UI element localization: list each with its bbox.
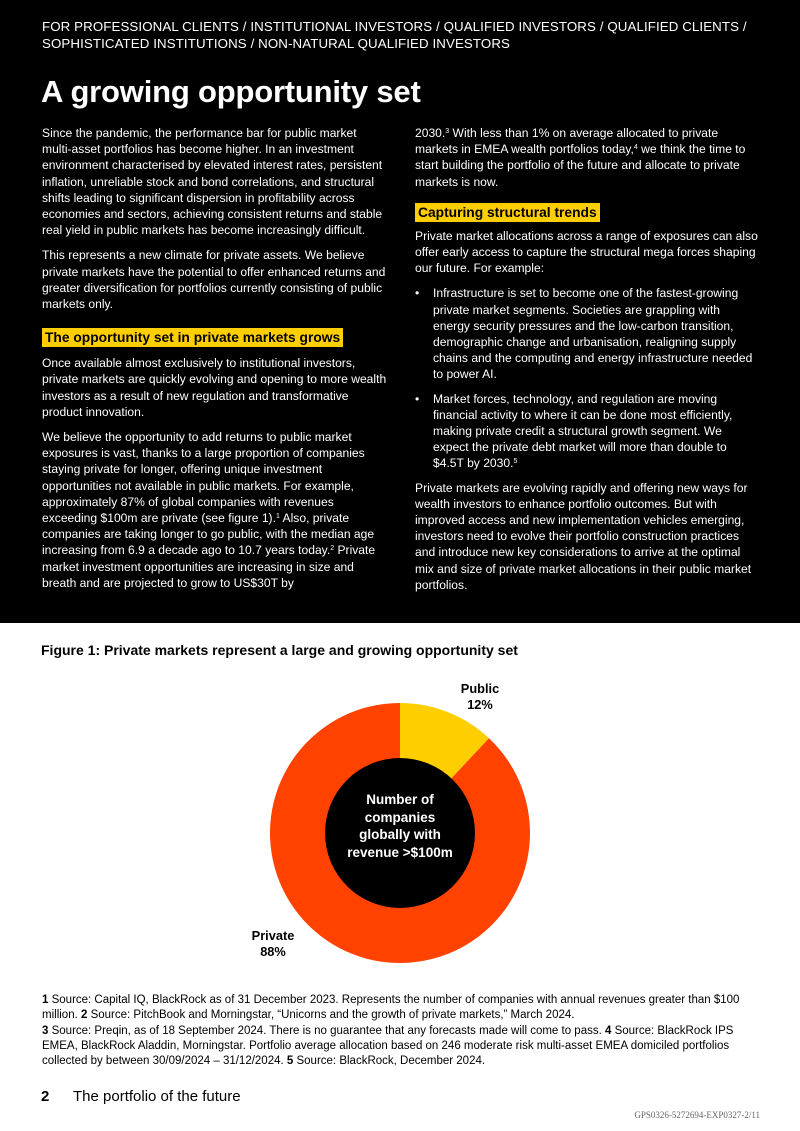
footnote-number: 2 bbox=[80, 1009, 88, 1022]
audience-disclaimer: FOR PROFESSIONAL CLIENTS / INSTITUTIONAL INVESTORS / QUALIFIED INVESTORS / QUALIFIED CLIENTS / SOPHISTICATED INSTITUTIONS / NON-NATURAL QUALIFIED INVESTORS bbox=[42, 19, 747, 51]
footnote-text: Source: BlackRock, December 2024. bbox=[293, 1055, 486, 1068]
public-slice-label bbox=[452, 681, 508, 713]
figure-title: Figure 1: Private markets represent a large and growing opportunity set bbox=[41, 642, 518, 658]
paragraph: We believe the opportunity to add returns to public market exposures is vast, thanks to a large proportion of companies staying private for longer, offering unique investment opportunities not available in public markets. For example, approximately 87% of global companies with revenues exceeding $100m are private (see figure 1).$^1$ Also, private companies are taking longer to go public, with the median age increasing from 6.9 a decade ago to 10.7 years today.$^2$ Private market investment opportunities are increasing in size and breath and are projected to grow to US$30T by bbox=[42, 430, 376, 590]
paragraph: Since the pandemic, the performance bar for public market multi-asset portfolios has become higher. In an investment environment characterised by elevated interest rates, persistent inflation, unreliable stock and bond correlations, and structural shifts leading to significant dispersion in profitability across economies and sectors, achieving consistent returns and stable real yield in public markets has become increasingly difficult. bbox=[42, 126, 383, 238]
footnote-number: 5 bbox=[286, 1055, 294, 1068]
footnote-ref[interactable]: 3 bbox=[445, 128, 450, 135]
chart-center-label: Number of companies globally with revenue >$100m bbox=[347, 792, 453, 860]
private-value: 88% bbox=[260, 944, 286, 959]
public-name: Public bbox=[460, 681, 500, 696]
footnote-text: Source: Preqin, as of 18 September 2024. There is no guarantee that any forecasts made will come to pass. bbox=[48, 1024, 605, 1037]
private-name: Private bbox=[251, 928, 295, 943]
footnotes bbox=[42, 993, 762, 1069]
footnote-ref[interactable]: 1 bbox=[275, 513, 280, 521]
footnote-ref[interactable]: 5 bbox=[513, 458, 518, 466]
bullet-list bbox=[415, 285, 760, 471]
footnote-text: Source: PitchBook and Morningstar, “Unicorns and the growth of private markets,” March 2024. bbox=[87, 1009, 575, 1022]
list-item: • Infrastructure is set to become one of the fastest-growing private market segments. Societies are grappling with energy security pressures and the low-carbon transition, demographic change and urbanisation, realigning supply chains and the computing and energy infrastructure needed to power AI. bbox=[415, 285, 760, 382]
footnote-number: 1 bbox=[42, 994, 49, 1006]
document-code: GPS0326-5272694-EXP0327-2/11 bbox=[634, 1110, 760, 1120]
footnote-text: Source: Capital IQ, BlackRock as of 31 December 2023. Represents the number of companies with annual revenues greater than $100 million. bbox=[42, 994, 740, 1022]
footnote-ref[interactable]: 2 bbox=[330, 545, 335, 553]
paragraph: This represents a new climate for private assets. We believe private markets have the potential to offer enhanced returns and greater diversification for portfolios currently consisting of public markets only. bbox=[42, 248, 386, 312]
section-heading: Capturing structural trends bbox=[415, 203, 600, 222]
list-item: • Market forces, technology, and regulation are moving financial activity to where it can be done most efficiently, making private credit a structural growth segment. We expect the private debt market will more than double to $4.5T by 2030.$^5$ bbox=[415, 391, 760, 472]
page-title: A growing opportunity set bbox=[41, 74, 421, 109]
footnote-number: 4 bbox=[604, 1024, 612, 1037]
public-value: 12% bbox=[467, 697, 493, 712]
paragraph: Once available almost exclusively to institutional investors, private markets are quickly evolving and opening to more wealth investors as a result of new regulation and transformative product innovation. bbox=[42, 356, 387, 419]
paragraph: 2030.$^3$ With less than 1% on average allocated to private markets in EMEA wealth portfolios today,$^4$ we think the time to start building the portfolio of the future and allocate to private markets is now. bbox=[415, 126, 746, 189]
private-slice-label bbox=[245, 928, 301, 960]
document-title: The portfolio of the future bbox=[73, 1088, 241, 1105]
page-number: 2 bbox=[41, 1088, 50, 1105]
footnote-text: Source: BlackRock IPS EMEA, BlackRock Aladdin, Morningstar. Portfolio average allocation based on 246 moderate risk multi-asset EMEA domiciled portfolios collected by between 30/09/2024 – 31/12/2024. bbox=[42, 1024, 734, 1068]
section-heading: The opportunity set in private markets grows bbox=[42, 328, 343, 347]
left-column bbox=[42, 125, 387, 600]
footnote-ref[interactable]: 4 bbox=[633, 144, 638, 152]
paragraph: Private markets are evolving rapidly and offering new ways for wealth investors to enhance portfolio outcomes. But with improved access and new implementation vehicles emerging, investors need to evolve their portfolio construction practices and introduce new key considerations to arrive at the optimal mix and size of private market allocations in their public market portfolios. bbox=[415, 480, 752, 592]
footnote-number: 3 bbox=[42, 1024, 49, 1037]
right-column bbox=[415, 125, 760, 602]
paragraph: Private market allocations across a range of exposures can also offer early access to capture the structural mega forces shaping our future. For example: bbox=[415, 228, 758, 276]
